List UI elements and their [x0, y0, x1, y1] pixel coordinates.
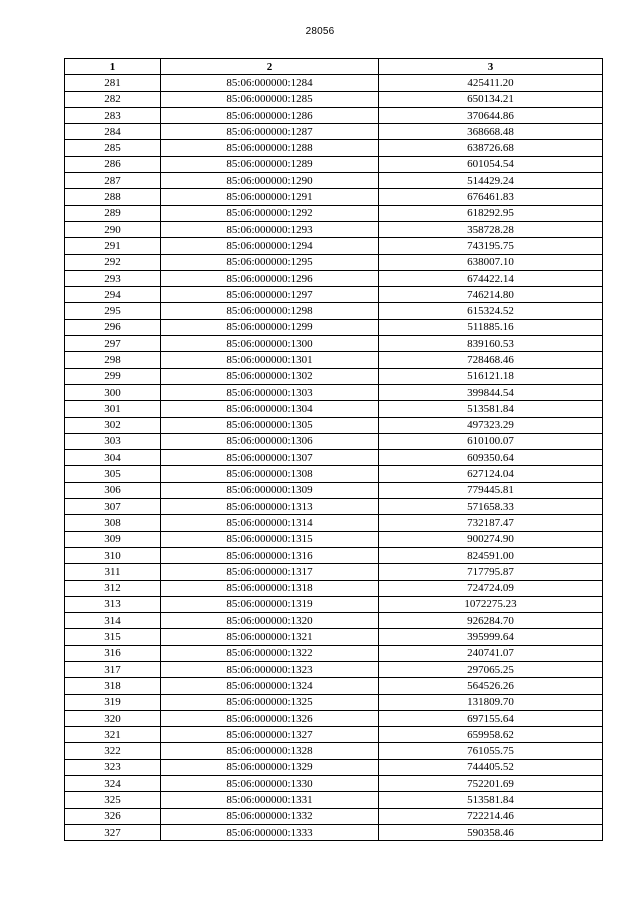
- row-number-cell: 295: [65, 303, 161, 319]
- table-row: [65, 743, 603, 759]
- row-number-cell: 300: [65, 384, 161, 400]
- table-row: [65, 645, 603, 661]
- value-cell: 615324.52: [379, 303, 603, 319]
- table-row: [65, 107, 603, 123]
- value-cell: 395999.64: [379, 629, 603, 645]
- cadastral-number-cell: 85:06:000000:1300: [161, 336, 379, 352]
- header-row: [65, 59, 603, 75]
- row-number-cell: 302: [65, 417, 161, 433]
- table-row: [65, 531, 603, 547]
- cadastral-number-cell: 85:06:000000:1323: [161, 661, 379, 677]
- row-number-cell: 316: [65, 645, 161, 661]
- page-number: 28056: [305, 26, 335, 37]
- cadastral-number-cell: 85:06:000000:1292: [161, 205, 379, 221]
- cadastral-number-cell: 85:06:000000:1324: [161, 678, 379, 694]
- cadastral-number-cell: 85:06:000000:1288: [161, 140, 379, 156]
- row-number-cell: 288: [65, 189, 161, 205]
- table-row: [65, 499, 603, 515]
- column-header-1: 1: [65, 59, 161, 75]
- table-row: [65, 450, 603, 466]
- table-body: [65, 75, 603, 841]
- row-number-cell: 304: [65, 450, 161, 466]
- row-number-cell: 314: [65, 613, 161, 629]
- cadastral-number-cell: 85:06:000000:1285: [161, 91, 379, 107]
- value-cell: 722214.46: [379, 808, 603, 824]
- row-number-cell: 323: [65, 759, 161, 775]
- table-row: [65, 596, 603, 612]
- value-cell: 399844.54: [379, 384, 603, 400]
- row-number-cell: 322: [65, 743, 161, 759]
- value-cell: 650134.21: [379, 91, 603, 107]
- table-row: [65, 417, 603, 433]
- value-cell: 824591.00: [379, 547, 603, 563]
- row-number-cell: 313: [65, 596, 161, 612]
- table-row: [65, 303, 603, 319]
- cadastral-number-cell: 85:06:000000:1308: [161, 466, 379, 482]
- value-cell: 564526.26: [379, 678, 603, 694]
- cadastral-number-cell: 85:06:000000:1295: [161, 254, 379, 270]
- value-cell: 900274.90: [379, 531, 603, 547]
- table-row: [65, 613, 603, 629]
- cadastral-number-cell: 85:06:000000:1306: [161, 433, 379, 449]
- table-row: [65, 319, 603, 335]
- row-number-cell: 301: [65, 401, 161, 417]
- value-cell: 240741.07: [379, 645, 603, 661]
- value-cell: 368668.48: [379, 124, 603, 140]
- table-row: [65, 466, 603, 482]
- table-row: [65, 173, 603, 189]
- value-cell: 676461.83: [379, 189, 603, 205]
- value-cell: 779445.81: [379, 482, 603, 498]
- row-number-cell: 287: [65, 173, 161, 189]
- row-number-cell: 325: [65, 792, 161, 808]
- table-row: [65, 140, 603, 156]
- table-row: [65, 75, 603, 91]
- value-cell: 743195.75: [379, 238, 603, 254]
- cadastral-number-cell: 85:06:000000:1314: [161, 515, 379, 531]
- row-number-cell: 309: [65, 531, 161, 547]
- row-number-cell: 281: [65, 75, 161, 91]
- row-number-cell: 319: [65, 694, 161, 710]
- table-row: [65, 710, 603, 726]
- row-number-cell: 290: [65, 221, 161, 237]
- cadastral-number-cell: 85:06:000000:1331: [161, 792, 379, 808]
- value-cell: 610100.07: [379, 433, 603, 449]
- table-row: [65, 727, 603, 743]
- row-number-cell: 284: [65, 124, 161, 140]
- table-row: [65, 564, 603, 580]
- value-cell: 516121.18: [379, 368, 603, 384]
- column-header-2: 2: [161, 59, 379, 75]
- value-cell: 370644.86: [379, 107, 603, 123]
- value-cell: 697155.64: [379, 710, 603, 726]
- value-cell: 638007.10: [379, 254, 603, 270]
- cadastral-number-cell: 85:06:000000:1327: [161, 727, 379, 743]
- cadastral-number-cell: 85:06:000000:1287: [161, 124, 379, 140]
- cadastral-number-cell: 85:06:000000:1294: [161, 238, 379, 254]
- row-number-cell: 311: [65, 564, 161, 580]
- table-row: [65, 547, 603, 563]
- row-number-cell: 292: [65, 254, 161, 270]
- row-number-cell: 303: [65, 433, 161, 449]
- cadastral-number-cell: 85:06:000000:1330: [161, 776, 379, 792]
- table-row: [65, 678, 603, 694]
- table-row: [65, 254, 603, 270]
- table-row: [65, 808, 603, 824]
- row-number-cell: 282: [65, 91, 161, 107]
- row-number-cell: 299: [65, 368, 161, 384]
- table-row: [65, 776, 603, 792]
- row-number-cell: 310: [65, 547, 161, 563]
- cadastral-number-cell: 85:06:000000:1313: [161, 499, 379, 515]
- value-cell: 728468.46: [379, 352, 603, 368]
- table-row: [65, 287, 603, 303]
- cadastral-number-cell: 85:06:000000:1309: [161, 482, 379, 498]
- row-number-cell: 298: [65, 352, 161, 368]
- cadastral-number-cell: 85:06:000000:1286: [161, 107, 379, 123]
- cadastral-number-cell: 85:06:000000:1320: [161, 613, 379, 629]
- row-number-cell: 286: [65, 156, 161, 172]
- table-row: [65, 205, 603, 221]
- cadastral-number-cell: 85:06:000000:1321: [161, 629, 379, 645]
- table-row: [65, 221, 603, 237]
- value-cell: 717795.87: [379, 564, 603, 580]
- cadastral-number-cell: 85:06:000000:1317: [161, 564, 379, 580]
- table-row: [65, 336, 603, 352]
- value-cell: 513581.84: [379, 792, 603, 808]
- cadastral-number-cell: 85:06:000000:1284: [161, 75, 379, 91]
- row-number-cell: 283: [65, 107, 161, 123]
- value-cell: 839160.53: [379, 336, 603, 352]
- value-cell: 744405.52: [379, 759, 603, 775]
- value-cell: 627124.04: [379, 466, 603, 482]
- table-row: [65, 352, 603, 368]
- value-cell: 674422.14: [379, 270, 603, 286]
- table-row: [65, 482, 603, 498]
- row-number-cell: 312: [65, 580, 161, 596]
- cadastral-number-cell: 85:06:000000:1303: [161, 384, 379, 400]
- row-number-cell: 318: [65, 678, 161, 694]
- cadastral-number-cell: 85:06:000000:1305: [161, 417, 379, 433]
- value-cell: 297065.25: [379, 661, 603, 677]
- row-number-cell: 308: [65, 515, 161, 531]
- table-header: [65, 59, 603, 75]
- cadastral-number-cell: 85:06:000000:1302: [161, 368, 379, 384]
- cadastral-number-cell: 85:06:000000:1289: [161, 156, 379, 172]
- table-row: [65, 694, 603, 710]
- cadastral-number-cell: 85:06:000000:1333: [161, 824, 379, 840]
- cadastral-number-cell: 85:06:000000:1304: [161, 401, 379, 417]
- value-cell: 609350.64: [379, 450, 603, 466]
- cadastral-number-cell: 85:06:000000:1315: [161, 531, 379, 547]
- cadastral-number-cell: 85:06:000000:1326: [161, 710, 379, 726]
- row-number-cell: 324: [65, 776, 161, 792]
- table-row: [65, 433, 603, 449]
- cadastral-number-cell: 85:06:000000:1318: [161, 580, 379, 596]
- value-cell: 1072275.23: [379, 596, 603, 612]
- row-number-cell: 294: [65, 287, 161, 303]
- cadastral-number-cell: 85:06:000000:1329: [161, 759, 379, 775]
- row-number-cell: 317: [65, 661, 161, 677]
- table-row: [65, 91, 603, 107]
- table-row: [65, 238, 603, 254]
- cadastral-number-cell: 85:06:000000:1298: [161, 303, 379, 319]
- column-header-3: 3: [379, 59, 603, 75]
- cadastral-number-cell: 85:06:000000:1296: [161, 270, 379, 286]
- row-number-cell: 297: [65, 336, 161, 352]
- table-row: [65, 629, 603, 645]
- table-row: [65, 384, 603, 400]
- cadastral-number-cell: 85:06:000000:1290: [161, 173, 379, 189]
- table-row: [65, 792, 603, 808]
- row-number-cell: 315: [65, 629, 161, 645]
- row-number-cell: 291: [65, 238, 161, 254]
- row-number-cell: 320: [65, 710, 161, 726]
- cadastral-number-cell: 85:06:000000:1332: [161, 808, 379, 824]
- row-number-cell: 306: [65, 482, 161, 498]
- row-number-cell: 289: [65, 205, 161, 221]
- value-cell: 926284.70: [379, 613, 603, 629]
- cadastral-number-cell: 85:06:000000:1328: [161, 743, 379, 759]
- value-cell: 724724.09: [379, 580, 603, 596]
- cadastral-number-cell: 85:06:000000:1293: [161, 221, 379, 237]
- table-row: [65, 368, 603, 384]
- value-cell: 131809.70: [379, 694, 603, 710]
- row-number-cell: 296: [65, 319, 161, 335]
- value-cell: 511885.16: [379, 319, 603, 335]
- table-row: [65, 580, 603, 596]
- table-row: [65, 759, 603, 775]
- cadastral-number-cell: 85:06:000000:1299: [161, 319, 379, 335]
- value-cell: 425411.20: [379, 75, 603, 91]
- cadastral-number-cell: 85:06:000000:1319: [161, 596, 379, 612]
- cadastral-number-cell: 85:06:000000:1301: [161, 352, 379, 368]
- table-row: [65, 124, 603, 140]
- value-cell: 514429.24: [379, 173, 603, 189]
- table-row: [65, 189, 603, 205]
- cadastral-number-cell: 85:06:000000:1291: [161, 189, 379, 205]
- data-table: [64, 58, 603, 841]
- row-number-cell: 307: [65, 499, 161, 515]
- row-number-cell: 293: [65, 270, 161, 286]
- value-cell: 638726.68: [379, 140, 603, 156]
- value-cell: 746214.80: [379, 287, 603, 303]
- value-cell: 732187.47: [379, 515, 603, 531]
- table-row: [65, 661, 603, 677]
- cadastral-number-cell: 85:06:000000:1325: [161, 694, 379, 710]
- table-row: [65, 270, 603, 286]
- row-number-cell: 305: [65, 466, 161, 482]
- value-cell: 601054.54: [379, 156, 603, 172]
- table-row: [65, 401, 603, 417]
- row-number-cell: 321: [65, 727, 161, 743]
- row-number-cell: 285: [65, 140, 161, 156]
- value-cell: 571658.33: [379, 499, 603, 515]
- value-cell: 761055.75: [379, 743, 603, 759]
- cadastral-number-cell: 85:06:000000:1307: [161, 450, 379, 466]
- value-cell: 497323.29: [379, 417, 603, 433]
- cadastral-number-cell: 85:06:000000:1297: [161, 287, 379, 303]
- cadastral-number-cell: 85:06:000000:1316: [161, 547, 379, 563]
- row-number-cell: 327: [65, 824, 161, 840]
- value-cell: 618292.95: [379, 205, 603, 221]
- value-cell: 513581.84: [379, 401, 603, 417]
- table-row: [65, 515, 603, 531]
- value-cell: 752201.69: [379, 776, 603, 792]
- value-cell: 358728.28: [379, 221, 603, 237]
- table-row: [65, 824, 603, 840]
- value-cell: 659958.62: [379, 727, 603, 743]
- value-cell: 590358.46: [379, 824, 603, 840]
- cadastral-number-cell: 85:06:000000:1322: [161, 645, 379, 661]
- table-row: [65, 156, 603, 172]
- row-number-cell: 326: [65, 808, 161, 824]
